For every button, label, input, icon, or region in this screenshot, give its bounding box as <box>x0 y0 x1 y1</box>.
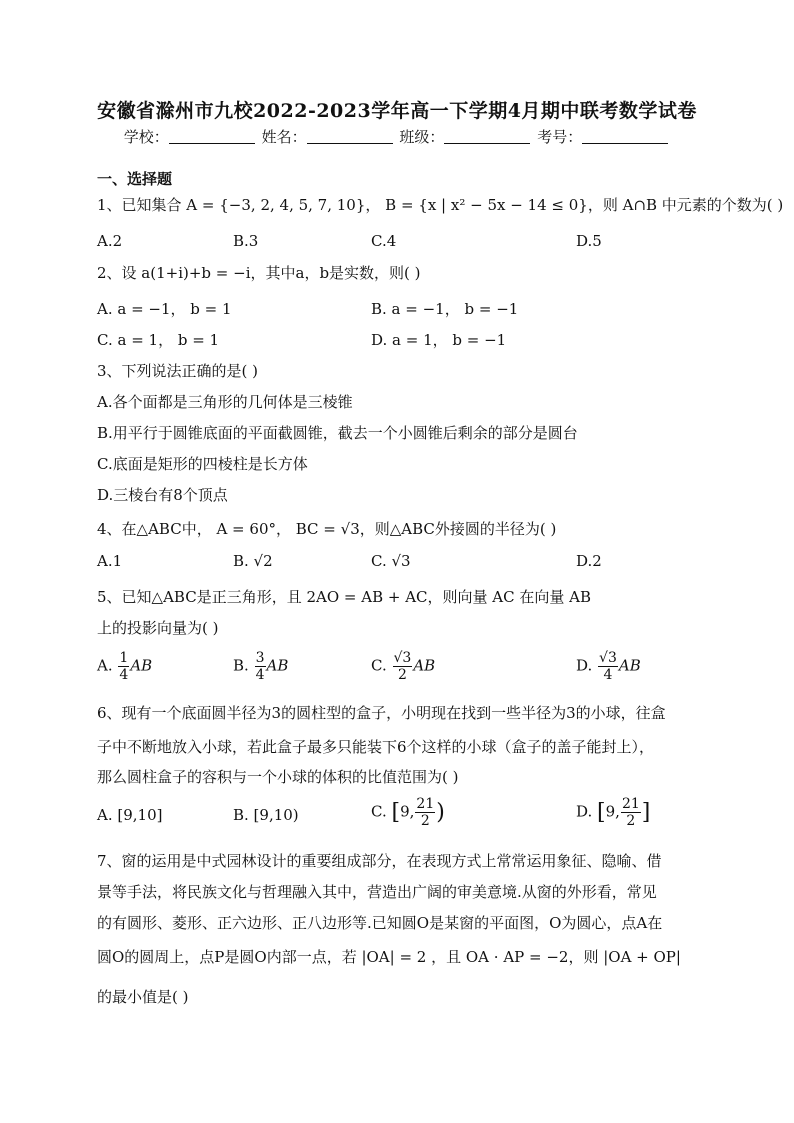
q1-option-a: A.2 <box>97 232 123 250</box>
number-label: 考号： <box>537 128 583 146</box>
q5-option-b-fraction <box>255 650 266 683</box>
q5-option-d-fraction <box>598 650 618 683</box>
school-label: 学校： <box>123 128 169 146</box>
exam-title: 安徽省滁州市九校2022-2023学年高一下学期4月期中联考数学试卷 <box>97 100 697 122</box>
q1-option-b: B.3 <box>233 232 259 250</box>
q6-c-denominator: 2 <box>420 813 430 829</box>
q6-option-b: B. [9,10) <box>233 806 299 824</box>
q5-b-denominator: 4 <box>255 667 265 683</box>
question-7-line3: 的有圆形、菱形、正六边形、正八边形等.已知圆O是某窗的平面图，O为圆心，点A在 <box>97 914 663 932</box>
q4-option-a: A.1 <box>97 552 123 570</box>
q1-option-c: C.4 <box>371 232 397 250</box>
question-5-stem-line1: 5、已知△ABC是正三角形，且 2AO = AB + AC，则向量 AC 在向量 AB <box>97 588 591 606</box>
q2-option-c: C. a = 1， b = 1 <box>97 331 220 349</box>
q6-option-c <box>371 796 445 829</box>
q6-c-fraction <box>415 796 435 829</box>
q5-c-numerator: √3 <box>393 650 412 666</box>
q5-option-b-label: B. <box>233 656 249 675</box>
question-6-line1: 6、现有一个底面圆半径为3的圆柱型的盒子，小明现在找到一些半径为3的小球，往盒 <box>97 704 666 722</box>
q5-b-numerator: 3 <box>255 650 265 666</box>
name-blank[interactable] <box>307 129 393 144</box>
q3-option-c: C.底面是矩形的四棱柱是长方体 <box>97 455 308 473</box>
q5-option-d-label: D. <box>576 656 593 675</box>
q6-option-a: A. [9,10] <box>97 806 163 824</box>
q5-b-vector: AB <box>266 656 289 675</box>
question-1-stem: 1、已知集合 A = {−3, 2, 4, 5, 7, 10}， B = {x | x² − 5x − 14 ≤ 0}，则 A∩B 中元素的个数为( ) <box>97 196 784 214</box>
q3-option-a: A.各个面都是三角形的几何体是三棱锥 <box>97 393 353 411</box>
q5-option-d <box>576 650 641 683</box>
q5-d-vector: AB <box>618 656 641 675</box>
q5-c-vector: AB <box>413 656 436 675</box>
q6-option-d-label: D. <box>576 802 593 821</box>
q6-c-nine: 9, <box>400 802 415 821</box>
question-6-line2: 子中不断地放入小球，若此盒子最多只能装下6个这样的小球（盒子的盖子能封上）， <box>97 738 655 756</box>
number-blank[interactable] <box>582 129 668 144</box>
q5-option-c <box>371 650 435 683</box>
class-blank[interactable] <box>444 129 530 144</box>
q6-c-left-bracket: [ <box>391 800 401 825</box>
question-7-line5: 的最小值是( ) <box>97 988 189 1006</box>
q5-c-denominator: 2 <box>397 667 407 683</box>
student-info-line <box>0 126 794 147</box>
question-5-stem-line2: 上的投影向量为( ) <box>97 619 219 637</box>
question-7-line2: 景等手法，将民族文化与哲理融入其中，营造出广阔的审美意境.从窗的外形看，常见 <box>97 883 657 901</box>
q3-option-d: D.三棱台有8个顶点 <box>97 486 228 504</box>
question-7-line4: 圆O的圆周上，点P是圆O内部一点，若 |OA| = 2 ，且 OA · AP = −2，则 |OA + OP| <box>97 948 681 966</box>
q5-d-numerator: √3 <box>599 650 617 666</box>
q5-a-numerator: 1 <box>119 650 129 666</box>
q5-a-denominator: 4 <box>119 667 129 683</box>
q5-option-c-fraction <box>393 650 413 683</box>
q6-d-numerator: 21 <box>621 796 640 812</box>
q6-d-left-bracket: [ <box>597 800 606 825</box>
q2-option-d: D. a = 1， b = −1 <box>371 331 507 349</box>
q5-option-c-label: C. <box>371 656 387 675</box>
q4-option-d: D.2 <box>576 552 602 570</box>
q5-option-a <box>97 650 152 683</box>
q5-option-a-fraction <box>118 650 129 683</box>
q2-option-a: A. a = −1， b = 1 <box>97 300 232 318</box>
q6-d-right-bracket: ] <box>641 800 651 825</box>
q6-d-denominator: 2 <box>626 813 636 829</box>
question-7-line1: 7、窗的运用是中式园林设计的重要组成部分，在表现方式上常常运用象征、隐喻、借 <box>97 852 662 870</box>
q6-c-right-bracket: ) <box>436 800 445 825</box>
name-label: 姓名： <box>261 128 307 146</box>
q6-option-c-label: C. <box>371 802 387 821</box>
q5-d-denominator: 4 <box>603 667 613 683</box>
question-4-stem: 4、在△ABC中， A = 60°， BC = √3，则△ABC外接圆的半径为( ) <box>97 520 557 538</box>
q5-option-b <box>233 650 288 683</box>
q4-option-c: C. √3 <box>371 552 411 570</box>
question-3-stem: 3、下列说法正确的是( ) <box>97 362 259 380</box>
question-6-line3: 那么圆柱盒子的容积与一个小球的体积的比值范围为( ) <box>97 768 459 786</box>
q3-option-b: B.用平行于圆锥底面的平面截圆锥，截去一个小圆锥后剩余的部分是圆台 <box>97 424 578 442</box>
class-label: 班级： <box>399 128 445 146</box>
q6-option-d <box>576 796 650 829</box>
q1-option-d: D.5 <box>576 232 602 250</box>
q5-option-a-label: A. <box>97 656 113 675</box>
q6-c-numerator: 21 <box>416 796 435 812</box>
q4-option-b: B. √2 <box>233 552 273 570</box>
section-heading: 一、选择题 <box>97 170 173 188</box>
q6-d-nine: 9, <box>605 802 620 821</box>
q2-option-b: B. a = −1， b = −1 <box>371 300 519 318</box>
school-blank[interactable] <box>169 129 255 144</box>
question-2-stem: 2、设 a(1+i)+b = −i，其中a，b是实数，则( ) <box>97 264 421 282</box>
q6-d-fraction <box>621 796 641 829</box>
q5-a-vector: AB <box>130 656 153 675</box>
